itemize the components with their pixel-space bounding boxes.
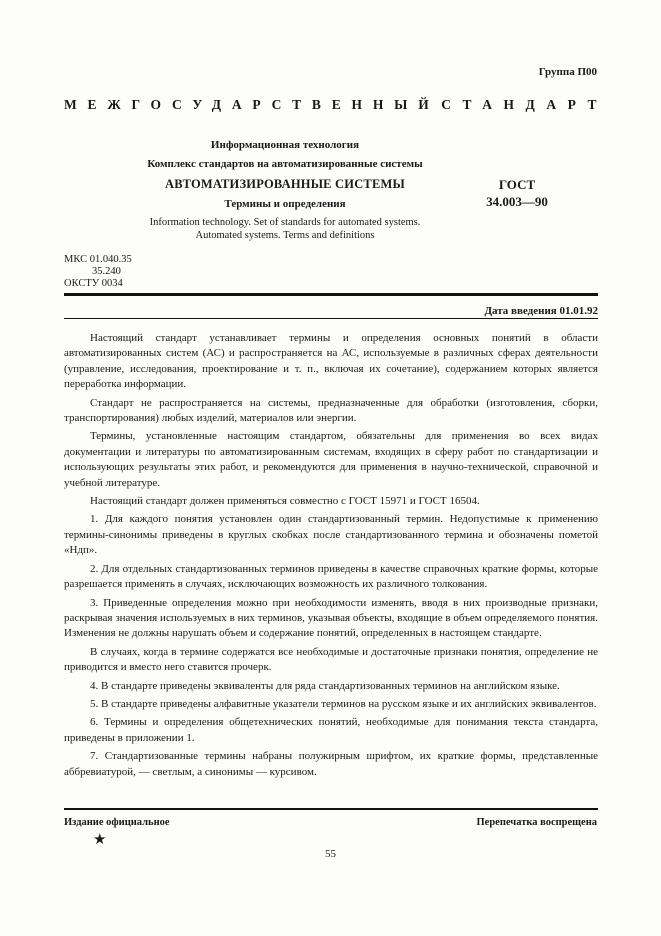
date-rule: [64, 318, 598, 319]
paragraph: 6. Термины и определения общетехнических понятий, необходимые для понимания текста стандарта, приведены в приложении 1.: [64, 716, 598, 744]
paragraph: 1. Для каждого понятия установлен один стандартизованный термин. Недопустимые к применению термины-синонимы приведены в круглых скобках после стандартизованного термина и обозначены пометой «Ндп».: [64, 513, 598, 557]
gost-designation: [472, 176, 562, 210]
star-icon: ★: [93, 832, 107, 848]
footer-rule: [64, 808, 598, 810]
group-code: Группа П00: [538, 66, 597, 78]
paragraph: В случаях, когда в термине содержатся все необходимые и достаточные признаки понятия, определение не приводится и вместо него ставится прочерк.: [64, 645, 598, 674]
title-main: АВТОМАТИЗИРОВАННЫЕ СИСТЕМЫ: [165, 177, 405, 191]
paragraph: 3. Приведенные определения можно при необходимости изменять, вводя в них производные признаки, раскрывая значения используемых в них терминов, указывая объекты, входящие в объем определяемого понятия. Изменения не должны нарушать объем и содержание понятий, определенных в настоящем стандарте.: [64, 596, 598, 640]
banner-left: МЕЖГОСУДАРСТВЕННЫЙ: [64, 97, 440, 112]
paragraph: 2. Для отдельных стандартизованных терминов приведены в качестве справочных краткие формы, которые разрешается применять в случаях, исключающих возможность их различного толкования.: [64, 562, 598, 591]
mks-code-2: 35.240: [92, 266, 121, 277]
page-number: 55: [325, 848, 336, 860]
okstu-code: ОКСТУ 0034: [64, 278, 123, 289]
title-subtitle: Термины и определения: [224, 198, 346, 210]
banner-right: СТАНДАРТ: [441, 97, 608, 112]
title-line-2: Комплекс стандартов на автоматизированные системы: [147, 158, 423, 170]
gost-number: 34.003—90: [486, 194, 548, 209]
header-rule-thick: [64, 293, 598, 296]
paragraph: Стандарт не распространяется на системы, предназначенные для обработки (изготовления, сборки, транспортирования) любых изделий, материалов или энергии.: [64, 396, 598, 425]
mks-code-1: МКС 01.040.35: [64, 254, 132, 265]
paragraph: 4. В стандарте приведены эквиваленты для ряда стандартизованных терминов на английском языке.: [90, 679, 560, 692]
title-english-1: Information technology. Set of standards for automated systems.: [149, 217, 421, 228]
date-value: 01.01.92: [559, 305, 598, 317]
title-line-1: Информационная технология: [210, 139, 360, 151]
paragraph: Настоящий стандарт должен применяться совместно с ГОСТ 15971 и ГОСТ 16504.: [90, 495, 480, 508]
paragraph: 7. Стандартизованные термины набраны полужирным шрифтом, их краткие формы, представленные аббревиатурой, — светлым, а синонимы — курсивом.: [64, 750, 598, 778]
introduction-date: [484, 305, 598, 317]
paragraph: Термины, установленные настоящим стандартом, обязательны для применения во всех видах документации и литературы по автоматизированным системам, входящих в сферу работ по стандартизации и использующих результаты этих работ, и рекомендуются для применения в научно-технической, справочной и учебной литературе.: [64, 430, 598, 489]
reprint-prohibited: Перепечатка воспрещена: [476, 817, 597, 828]
title-english-2: Automated systems. Terms and definitions: [195, 230, 375, 241]
paragraph: Настоящий стандарт устанавливает термины и определения основных понятий в области автоматизированных систем (АС) и распространяется на АС, используемые в различных сферах деятельности (управление, исследования, проектирование и т. п., включая их сочетание), содержанием которых является переработка информации.: [64, 332, 598, 391]
official-edition: Издание официальное: [64, 817, 170, 828]
document-body: [64, 331, 598, 783]
date-label: Дата введения: [484, 305, 557, 317]
gost-label: ГОСТ: [498, 177, 536, 192]
paragraph: 5. В стандарте приведены алфавитные указатели терминов на русском языке и их английских эквивалентов.: [90, 697, 597, 710]
standard-banner: [64, 97, 608, 113]
